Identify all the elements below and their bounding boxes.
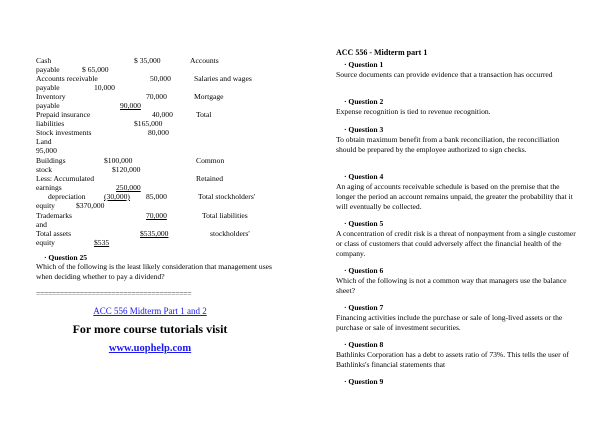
- question-text: Financing activities include the purchase or sale of long-lived assets or the purchase or sale of investment securities.: [336, 313, 563, 332]
- question-text: An aging of accounts receivable schedule is based on the premise that the longer the period an account remains unpaid, the greater the probability that it will eventually be collected.: [336, 182, 573, 211]
- bs-line: 95,000: [36, 146, 57, 155]
- question-label: · Question 1: [344, 60, 384, 69]
- bs-label: Common: [196, 156, 225, 165]
- bs-line: earnings: [36, 183, 62, 192]
- question-label: · Question 4: [344, 172, 384, 181]
- course-link[interactable]: ACC 556 Midterm Part 1 and 2: [93, 306, 207, 316]
- bs-amount: $ 35,000: [134, 56, 161, 65]
- bs-amount: 250,000: [116, 183, 141, 192]
- bs-label: Total stockholders': [198, 192, 256, 201]
- bs-line: Land: [36, 137, 52, 146]
- bs-amount: 70,000: [146, 92, 167, 101]
- question-text: Bathlinks Corporation has a debt to assets ratio of 73%. This tells the user of Bathlinks's financial statements that: [336, 350, 569, 369]
- bs-amount: 80,000: [148, 128, 169, 137]
- question-label: · Question 5: [344, 219, 384, 228]
- bs-line: Stock investments: [36, 128, 92, 137]
- bs-label: Accounts: [190, 56, 219, 65]
- question-25-label: · Question 25: [44, 253, 88, 262]
- bs-amount: $535,000: [140, 229, 169, 238]
- bs-amount: $120,000: [112, 165, 141, 174]
- bs-amount: 10,000: [94, 83, 115, 92]
- bs-amount: $370,000: [76, 201, 105, 210]
- bs-line: Trademarks: [36, 211, 72, 220]
- separator: =======================================: [36, 289, 192, 298]
- bs-line: Cash: [36, 56, 52, 65]
- bs-amount: 40,000: [152, 110, 173, 119]
- bs-line: Inventory: [36, 92, 66, 101]
- bs-label: Salaries and wages: [194, 74, 252, 83]
- question-label: · Question 3: [344, 125, 384, 134]
- bs-label: Retained: [196, 174, 223, 183]
- bs-line: payable: [36, 101, 60, 110]
- bs-line: Less: Accumulated: [36, 174, 94, 183]
- bs-label: Total liabilities: [202, 211, 248, 220]
- bs-amount: 70,000: [146, 211, 167, 220]
- bs-label: stockholders': [210, 229, 250, 238]
- question-25-text: Which of the following is the least likely consideration that management uses when deciding whether to pay a dividend?: [36, 262, 272, 281]
- question-text: A concentration of credit risk is a threat of nonpayment from a single customer or class of customers that could adversely affect the financial health of the company.: [336, 229, 576, 258]
- question-text: To obtain maximum benefit from a bank reconciliation, the reconciliation should be prepared by the employee authorized to sign checks.: [336, 135, 560, 154]
- question-label: · Question 9: [344, 377, 384, 386]
- bs-line: stock: [36, 165, 53, 174]
- bs-amount: 50,000: [150, 74, 171, 83]
- bs-line: Total assets: [36, 229, 72, 238]
- bs-amount: $165,000: [134, 119, 163, 128]
- bs-line: payable: [36, 83, 60, 92]
- bs-line: Buildings: [36, 156, 66, 165]
- question-label: · Question 6: [344, 266, 384, 275]
- page-title: ACC 556 - Midterm part 1: [336, 48, 428, 57]
- site-link[interactable]: www.uophelp.com: [108, 343, 192, 354]
- bs-amount: 90,000: [120, 101, 141, 110]
- right-page: [300, 0, 600, 424]
- promo-text: For more course tutorials visit: [72, 322, 228, 336]
- bs-amount: $100,000: [104, 156, 133, 165]
- bs-line: equity: [36, 201, 55, 210]
- question-label: · Question 8: [344, 340, 384, 349]
- question-text: Which of the following is not a common way that managers use the balance sheet?: [336, 276, 567, 295]
- question-label: · Question 7: [344, 303, 384, 312]
- bs-amount: 85,000: [146, 192, 167, 201]
- bs-line: equity: [36, 238, 55, 247]
- bs-line: payable: [36, 65, 60, 74]
- bs-amount: (30,000): [104, 192, 130, 201]
- bs-line: Prepaid insurance: [36, 110, 91, 119]
- question-text: Expense recognition is tied to revenue recognition.: [336, 107, 491, 116]
- bs-line: Accounts receivable: [36, 74, 98, 83]
- question-text: Source documents can provide evidence that a transaction has occurred: [336, 70, 553, 79]
- bs-line: and: [36, 220, 47, 229]
- bs-label: Mortgage: [194, 92, 224, 101]
- bs-line: liabilities: [36, 119, 65, 128]
- bs-line: depreciation: [48, 192, 86, 201]
- question-label: · Question 2: [344, 97, 384, 106]
- bs-amount: $535: [94, 238, 110, 247]
- bs-amount: $ 65,000: [82, 65, 109, 74]
- bs-label: Total: [196, 110, 212, 119]
